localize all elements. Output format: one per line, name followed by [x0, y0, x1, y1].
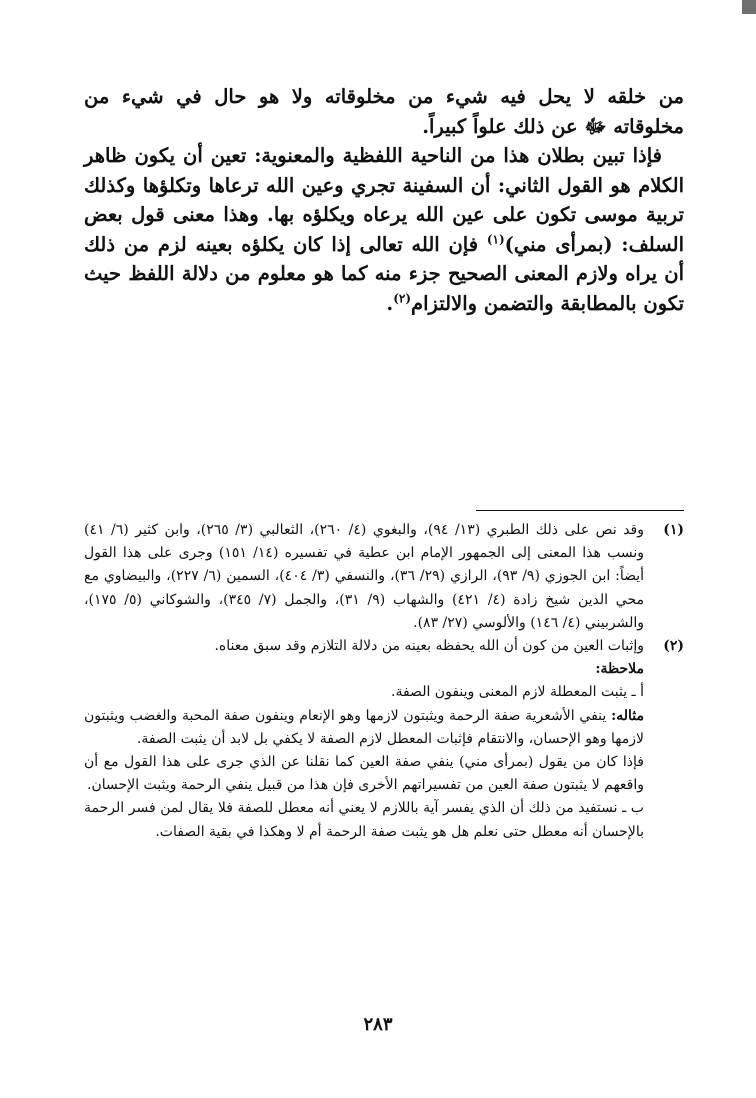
paragraph-text: فإن الله تعالى إذا كان يكلؤه بعينه لزم من ذلك أن يراه ولازم المعنى الصحيح جزء منه كما هو معلوم من دلالة اللفظ حيث تكون بالمطابقة والتضمن والالتزام	[84, 232, 684, 315]
note-point-b: ب ـ نستفيد من ذلك أن الذي يفسر آية باللازم لا يعني أنه معطل للصفة فلا يقال لمن فسر الرحمة بالإحسان أنه معطل حتى نعلم هل هو يثبت صفة الرحمة أم لا وهكذا في بقية الصفات.	[84, 800, 644, 840]
paragraph-continuation	[84, 82, 684, 141]
footnote-number: (٢)	[663, 638, 684, 655]
footnote-marker[interactable]: (١)	[486, 232, 505, 246]
footnote-number: (١)	[663, 522, 684, 538]
period: .	[386, 291, 394, 315]
footnote-intro: وإثبات العين من كون أن الله يحفظه بعينه من دلالة التلازم وقد سبق معناه.	[214, 638, 644, 655]
footnotes	[84, 519, 684, 844]
page-number: ٢٨٣	[363, 1014, 393, 1035]
footnote-1	[84, 519, 684, 635]
footnote-marker[interactable]: (٢)	[393, 291, 412, 305]
example-text: ينفي الأشعرية صفة الرحمة ويثبتون لازمها وهو الإنعام وينفون صفة المحبة والغضب ويثبتون لازمها وهو الإحسان، والانتقام فإثبات المعطل لازم الصفة لا يكفي بل لابد أن يثبت الصفة.	[84, 707, 644, 747]
paragraph-body	[84, 141, 684, 318]
footnote-separator	[476, 510, 684, 511]
example-label: مثاله:	[611, 707, 644, 724]
note-paragraph: فإذا كان من يقول (بمرأى مني) ينفي صفة العين كما نقلنا عن الذي جرى على هذا القول مع أن واقعهم لا يثبتون صفة العين من تفسيراتهم الأخرى فإن هذا من قبيل ينفي الرحمة ويثبت الإحسان.	[84, 754, 644, 794]
note-example	[84, 705, 644, 751]
paragraph-text: فإذا تبين بطلان هذا من الناحية اللفظية والمعنوية: تعين أن يكون ظاهر الكلام هو القول الثاني: أن السفينة تجري وعين الله ترعاها وتكلؤها وكذلك تربية موسى تكون على عين الله يرعاه ويكلؤه بها. وهذا معنى قول بعض السلف: (بمرأى مني)	[84, 144, 684, 256]
footnote-text	[84, 635, 644, 844]
note-label: ملاحظة:	[595, 661, 644, 678]
footnote-text: وقد نص على ذلك الطبري (١٣/ ٩٤)، والبغوي (٤/ ٢٦٠)، الثعالبي (٣/ ٢٦٥)، وابن كثير (٦/ ٤١) ونسب هذا المعنى إلى الجمهور الإمام ابن عطية في تفسيره (١٤/ ١٥١) وجرى على هذا القول أيضاً: ابن الجوزي (٩/ ٩٣)، الرازي (٢٩/ ٣٦)، والنسفي (٣/ ٤٠٤)، السمين (٦/ ٢٢٧)، والبيضاوي مع محي الدين شيخ زادة (٤/ ٤٢١) والشهاب (٩/ ٣١)، والجمل (٧/ ٣٤٥)، والشوكاني (٥/ ١٧٥)، والشربيني (٤/ ١٤٦) والألوسي (٢٧/ ٨٣).	[84, 522, 645, 631]
scan-corner-mark	[742, 0, 756, 14]
main-text	[84, 82, 684, 318]
paragraph-text: من خلقه لا يحل فيه شيء من مخلوقاته ولا هو حال في شيء من مخلوقاته ﷻ عن ذلك علواً كبيراً.	[84, 85, 684, 138]
footnote-2	[84, 635, 684, 844]
note-point-a: أ ـ يثبت المعطلة لازم المعنى وينفون الصفة.	[391, 684, 644, 701]
